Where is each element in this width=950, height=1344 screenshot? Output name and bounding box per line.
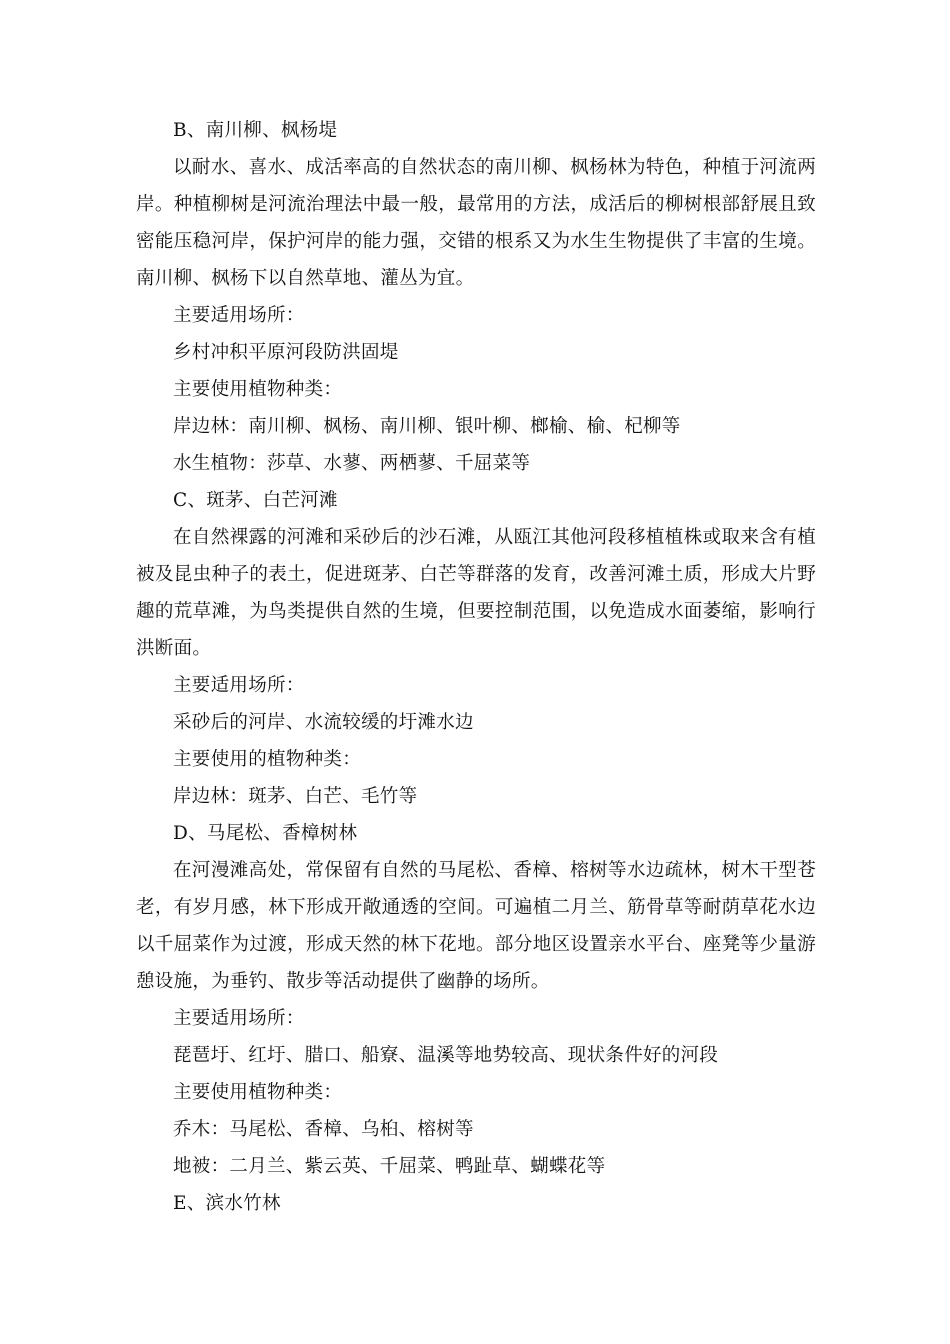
value-trees-d: 乔木：马尾松、香樟、乌桕、榕树等 <box>173 1119 474 1140</box>
value-aquatic-plants-b: 水生植物：莎草、水蓼、两栖蓼、千屈菜等 <box>173 453 531 474</box>
paragraph-d-description: 在河漫滩高处，常保留有自然的马尾松、香樟、榕树等水边疏林，树木干型苍老，有岁月感，林下形成开敞通透的空间。可遍植二月兰、筋骨草等耐荫草花水边以千屈菜作为过渡，形成天然的林下花地。部分地区设置亲水平台、座凳等少量游憩设施，为垂钓、散步等活动提供了幽静的场所。 <box>136 860 816 992</box>
value-bank-forest-c: 岸边林：斑茅、白芒、毛竹等 <box>173 786 418 807</box>
label-applicable-sites-d: 主要适用场所： <box>173 1008 305 1029</box>
heading-b: B、南川柳、枫杨堤 <box>173 120 338 141</box>
value-applicable-sites-c: 采砂后的河岸、水流较缓的圩滩水边 <box>173 712 474 733</box>
paragraph-b-description: 以耐水、喜水、成活率高的自然状态的南川柳、枫杨林为特色，种植于河流两岸。种植柳树是河流治理法中最一般，最常用的方法，成活后的柳树根部舒展且致密能压稳河岸，保护河岸的能力强，交错的根系又为水生生物提供了丰富的生境。南川柳、枫杨下以自然草地、灌丛为宜。 <box>136 157 816 289</box>
value-applicable-sites-b: 乡村冲积平原河段防洪固堤 <box>173 342 399 363</box>
label-applicable-sites-c: 主要适用场所： <box>173 675 305 696</box>
heading-c: C、斑茅、白芒河滩 <box>173 490 338 511</box>
label-plant-species-d: 主要使用植物种类： <box>173 1082 343 1103</box>
value-bank-forest-b: 岸边林：南川柳、枫杨、南川柳、银叶柳、榔榆、榆、杞柳等 <box>173 416 681 437</box>
heading-e: E、滨水竹林 <box>173 1193 281 1214</box>
value-applicable-sites-d: 琵琶圩、红圩、腊口、船寮、温溪等地势较高、现状条件好的河段 <box>173 1045 719 1066</box>
paragraph-c-description: 在自然裸露的河滩和采砂后的沙石滩，从瓯江其他河段移植植株或取来含有植被及昆虫种子的表土，促进斑茅、白芒等群落的发育，改善河滩土质，形成大片野趣的荒草滩，为鸟类提供自然的生境，但要控制范围，以免造成水面萎缩，影响行洪断面。 <box>136 527 816 659</box>
heading-d: D、马尾松、香樟树林 <box>173 823 358 844</box>
document-body <box>136 112 816 1222</box>
label-plant-species-c: 主要使用的植物种类： <box>173 749 362 770</box>
value-groundcover-d: 地被：二月兰、紫云英、千屈菜、鸭趾草、蝴蝶花等 <box>173 1156 606 1177</box>
label-applicable-sites-b: 主要适用场所： <box>173 305 305 326</box>
label-plant-species-b: 主要使用植物种类： <box>173 379 343 400</box>
